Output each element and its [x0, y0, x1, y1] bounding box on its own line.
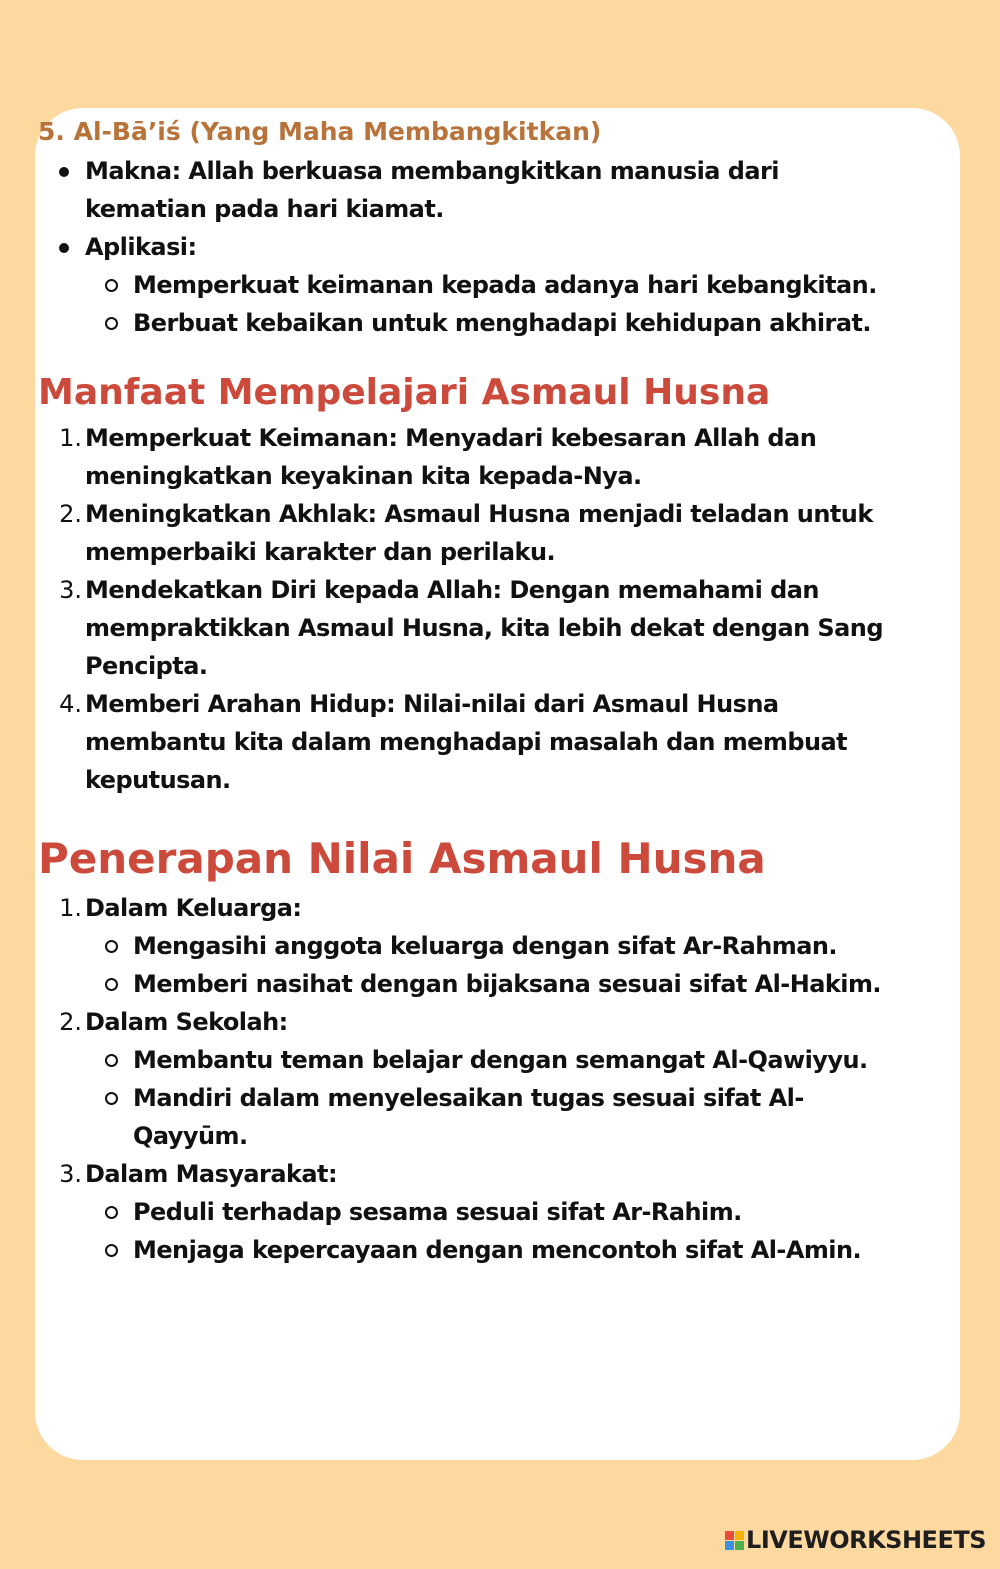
penerapan-subitem: Membantu teman belajar dengan semangat Al-Qawiyyu. — [38, 1041, 958, 1079]
penerapan-group: 2. Dalam Sekolah: — [59, 1008, 288, 1036]
penerapan-subitem: Memberi nasihat dengan bijaksana sesuai sifat Al-Hakim. — [38, 965, 958, 1003]
aplikasi-subitem: Memperkuat keimanan kepada adanya hari kebangkitan. — [38, 266, 958, 304]
bullet-circle-icon — [105, 978, 118, 991]
penerapan-group: 3. Dalam Masyarakat: — [59, 1160, 338, 1188]
logo-square — [725, 1531, 734, 1540]
penerapan-subitem: Menjaga kepercayaan dengan mencontoh sifat Al-Amin. — [38, 1231, 958, 1269]
manfaat-item-continued: memperbaiki karakter dan perilaku. — [85, 538, 556, 566]
liveworksheets-logo-icon — [725, 1531, 744, 1550]
manfaat-item: 3. Mendekatkan Diri kepada Allah: Dengan memahami dan — [59, 576, 819, 604]
manfaat-item-continued: keputusan. — [85, 766, 231, 794]
manfaat-item: 4. Memberi Arahan Hidup: Nilai-nilai dari Asmaul Husna — [59, 690, 779, 718]
logo-square — [735, 1541, 744, 1550]
manfaat-item-continued: membantu kita dalam menghadapi masalah dan membuat — [85, 728, 848, 756]
bullet-circle-icon — [105, 1244, 118, 1257]
bullet-dot-icon — [59, 167, 69, 177]
bullet-circle-icon — [105, 940, 118, 953]
worksheet-content — [38, 112, 958, 1269]
manfaat-item: 1. Memperkuat Keimanan: Menyadari kebesaran Allah dan — [59, 424, 817, 452]
penerapan-subitem: Mengasihi anggota keluarga dengan sifat Ar-Rahman. — [38, 927, 958, 965]
logo-square — [735, 1531, 744, 1540]
liveworksheets-logo[interactable] — [725, 1525, 986, 1555]
manfaat-heading: Manfaat Mempelajari Asmaul Husna — [38, 372, 771, 413]
manfaat-item-continued: mempraktikkan Asmaul Husna, kita lebih dekat dengan Sang — [85, 614, 883, 642]
bullet-circle-icon — [105, 1092, 118, 1105]
makna-item-continued: kematian pada hari kiamat. — [85, 195, 444, 223]
logo-text: LIVEWORKSHEETS — [746, 1526, 986, 1554]
section-5-title: 5. Al-Bā’iś (Yang Maha Membangkitkan) — [38, 117, 602, 146]
aplikasi-item: Aplikasi: — [38, 228, 958, 266]
bullet-circle-icon — [105, 1206, 118, 1219]
penerapan-group: 1. Dalam Keluarga: — [59, 894, 302, 922]
bullet-dot-icon — [59, 243, 69, 253]
penerapan-subitem: Peduli terhadap sesama sesuai sifat Ar-Rahim. — [38, 1193, 958, 1231]
bullet-circle-icon — [105, 1054, 118, 1067]
manfaat-item: 2. Meningkatkan Akhlak: Asmaul Husna menjadi teladan untuk — [59, 500, 873, 528]
bullet-circle-icon — [105, 317, 118, 330]
penerapan-heading: Penerapan Nilai Asmaul Husna — [38, 834, 766, 883]
makna-item: Makna: Allah berkuasa membangkitkan manusia dari — [38, 152, 958, 190]
manfaat-item-continued: Pencipta. — [85, 652, 208, 680]
penerapan-subitem: Mandiri dalam menyelesaikan tugas sesuai sifat Al- — [38, 1079, 958, 1117]
penerapan-subitem-continued: Qayyūm. — [133, 1122, 248, 1150]
logo-square — [725, 1541, 734, 1550]
aplikasi-subitem: Berbuat kebaikan untuk menghadapi kehidupan akhirat. — [38, 304, 958, 342]
manfaat-item-continued: meningkatkan keyakinan kita kepada-Nya. — [85, 462, 642, 490]
bullet-circle-icon — [105, 279, 118, 292]
